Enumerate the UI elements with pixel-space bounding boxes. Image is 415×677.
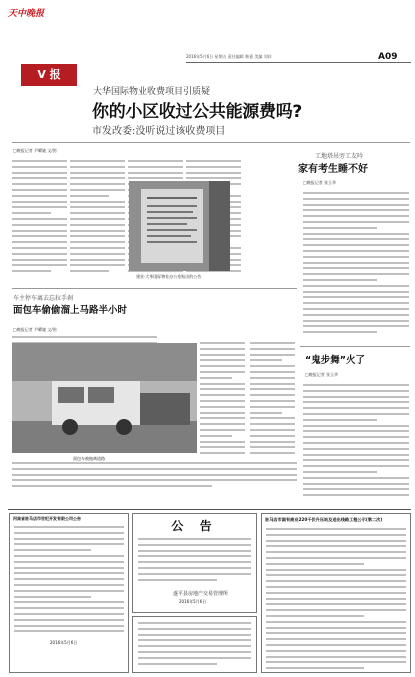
- left-notice-date: 2016年5月6日: [50, 640, 78, 645]
- center-notice-box: [132, 513, 257, 613]
- lower-photo: [12, 343, 197, 453]
- center-notice-date: 2016年5月6日: [179, 599, 207, 604]
- sidebar-headline: 家有考生睡不好: [298, 164, 368, 175]
- sidebar-kicker: 工地塔吊旁工友吟: [315, 153, 364, 160]
- section-label: V 报: [21, 64, 77, 86]
- lower-column-3: [250, 342, 295, 462]
- lower-byline: □晚报记者 尹曜婕 文/图: [13, 327, 57, 332]
- left-notice-box: [9, 513, 129, 673]
- top-rule: [186, 62, 411, 63]
- main-headline: 你的小区收过公共能源费吗?: [92, 102, 302, 122]
- lower-kicker: 车主停车离去忘拉手刹: [13, 295, 74, 302]
- newspaper-masthead: 天中晚报: [8, 9, 45, 19]
- sidebar-byline: □晚报记者 张玉华: [303, 180, 337, 185]
- lower-text-bottom: [12, 462, 297, 494]
- main-rule: [12, 142, 410, 143]
- left-notice-title: 河南省驻马店市世纪开发有限公司公告: [13, 516, 81, 521]
- center-notice-title: 公 告: [171, 519, 218, 533]
- van-photo: [12, 343, 197, 453]
- sidebar-text: [303, 192, 409, 342]
- lower-headline: 面包车偷偷溜上马路半小时: [13, 305, 128, 316]
- bottom-rule: [8, 509, 411, 510]
- main-subhead: 市发改委:没听说过该收费项目: [92, 126, 226, 137]
- right-notice-box: [261, 513, 411, 673]
- notice-board-photo: [129, 181, 230, 271]
- main-column-1: [12, 160, 67, 280]
- main-byline: □晚报记者 尹曜婕 文/图: [13, 148, 57, 153]
- center-notice-org: 遂平县房地产交易管理所: [173, 591, 229, 597]
- lower-column-2: [200, 342, 245, 462]
- main-column-2: [70, 160, 125, 280]
- page-number: A09: [378, 52, 398, 62]
- fire-headline: “鬼步舞”火了: [305, 355, 365, 366]
- main-photo: [129, 181, 230, 271]
- main-photo-caption: 建业·大华国际物业办公室贴出的公告: [136, 274, 202, 279]
- lower-rule: [12, 288, 297, 289]
- center-ad-box: [132, 616, 257, 673]
- fire-text: [303, 384, 409, 504]
- fire-byline: □晚报记者 张玉华: [305, 372, 339, 377]
- fire-rule: [300, 346, 410, 347]
- right-notice-title: 驻马店市国有商业220千伏升压站及送出线路工程公示(第二次): [265, 517, 383, 522]
- date-line: 2016年5月6日 星期五 责任编辑 韩嘉 美编 刘祥: [186, 54, 272, 59]
- main-kicker: 大华国际物业收费项目引质疑: [93, 87, 211, 97]
- lower-photo-caption: 面包车被拖离道路: [73, 456, 105, 461]
